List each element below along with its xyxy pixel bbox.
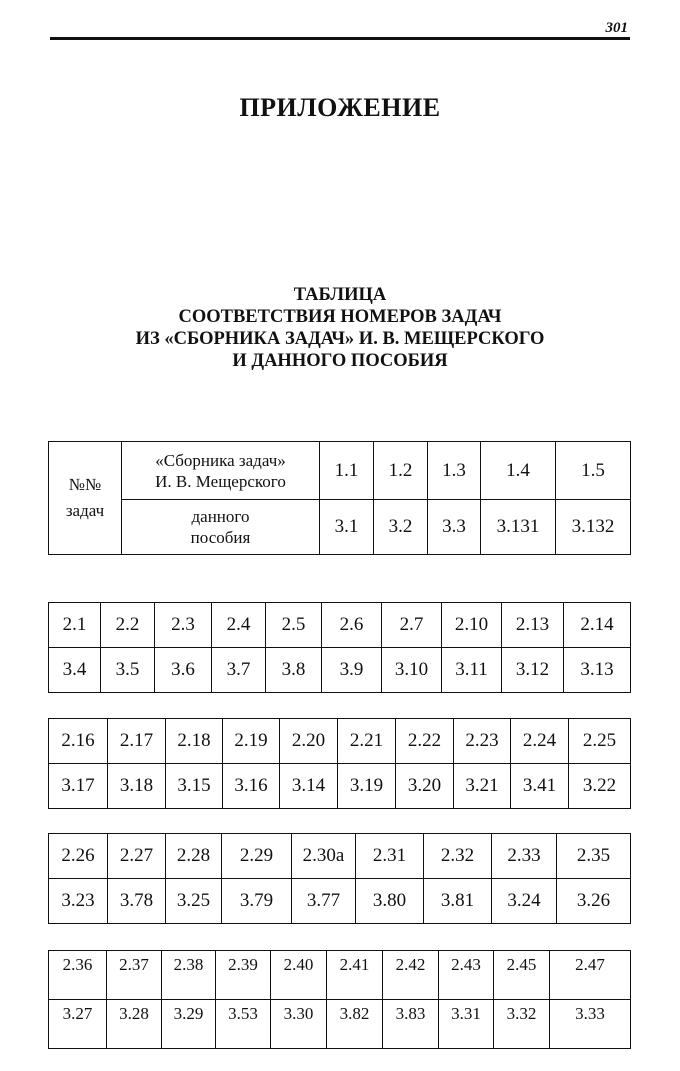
table-cell: 2.31: [356, 834, 424, 879]
correspondence-table-4: [48, 950, 631, 1049]
table-cell: 2.7: [382, 603, 442, 648]
table-cell: 3.33: [550, 1000, 631, 1049]
corner-label-tasks: задач: [65, 501, 105, 520]
table-cell: 2.42: [383, 951, 439, 1000]
table-cell: 2.22: [396, 719, 454, 764]
page-title: ПРИЛОЖЕНИЕ: [239, 93, 441, 122]
row-label-line: И. В. Мещерского: [155, 471, 286, 491]
table-cell: 3.3: [428, 500, 481, 555]
table-cell: 2.30а: [292, 834, 356, 879]
table-row: [49, 603, 631, 648]
table-cell: 3.27: [49, 1000, 107, 1049]
table-cell: 3.77: [292, 879, 356, 924]
table-cell: 2.33: [492, 834, 557, 879]
table-cell: 3.23: [49, 879, 108, 924]
row-label-line: данного: [191, 507, 250, 526]
table-cell: 3.82: [327, 1000, 383, 1049]
table-cell: 2.17: [108, 719, 166, 764]
table-cell: 2.14: [564, 603, 631, 648]
table-heading-line: ТАБЛИЦА: [293, 285, 387, 305]
table-heading-line: СООТВЕТСТВИЯ НОМЕРОВ ЗАДАЧ: [178, 307, 502, 327]
table-cell: 3.5: [101, 648, 155, 693]
table-cell: 3.10: [382, 648, 442, 693]
table-cell: 3.80: [356, 879, 424, 924]
table-cell: 2.2: [101, 603, 155, 648]
table-cell: 2.24: [511, 719, 569, 764]
table-cell: 2.19: [223, 719, 280, 764]
table-cell: 3.78: [108, 879, 166, 924]
correspondence-table-2: [48, 718, 631, 809]
table-cell: 3.21: [454, 764, 511, 809]
table-cell: 3.131: [481, 500, 556, 555]
table-cell: 3.19: [338, 764, 396, 809]
table-cell: 3.22: [569, 764, 631, 809]
table-cell: 2.3: [155, 603, 212, 648]
table-cell: 3.79: [222, 879, 292, 924]
table-cell: 3.17: [49, 764, 108, 809]
table-cell: 3.20: [396, 764, 454, 809]
table-cell: 2.32: [424, 834, 492, 879]
correspondence-table-3: [48, 833, 631, 924]
table-cell: 2.29: [222, 834, 292, 879]
table-cell: 2.10: [442, 603, 502, 648]
table-cell: 1.5: [556, 442, 631, 500]
row-label-meshchersky: [122, 442, 320, 500]
table-cell: 2.41: [327, 951, 383, 1000]
table-row: [49, 951, 631, 1000]
table-cell: 3.28: [107, 1000, 162, 1049]
table-cell: 2.36: [49, 951, 107, 1000]
table-cell: 3.14: [280, 764, 338, 809]
table-cell: 3.30: [271, 1000, 327, 1049]
table-cell: 3.132: [556, 500, 631, 555]
table-cell: 2.1: [49, 603, 101, 648]
table-cell: 3.18: [108, 764, 166, 809]
table-cell: 3.26: [557, 879, 631, 924]
table-cell: 3.32: [494, 1000, 550, 1049]
table-cell: 2.23: [454, 719, 511, 764]
table-cell: 2.40: [271, 951, 327, 1000]
table-row: [49, 719, 631, 764]
table-cell: 2.27: [108, 834, 166, 879]
table-cell: 2.16: [49, 719, 108, 764]
correspondence-table-1: [48, 602, 631, 693]
table-cell: 3.8: [266, 648, 322, 693]
table-cell: 3.6: [155, 648, 212, 693]
table-cell: 3.11: [442, 648, 502, 693]
table-cell: 3.4: [49, 648, 101, 693]
table-row: [49, 834, 631, 879]
table-cell: 3.41: [511, 764, 569, 809]
table-cell: 3.53: [216, 1000, 271, 1049]
table-cell: 1.3: [428, 442, 481, 500]
header-rule: [50, 37, 630, 40]
row-label-this-book: [122, 500, 320, 555]
table-row: [49, 442, 631, 500]
table-heading-line: И ДАННОГО ПОСОБИЯ: [232, 351, 448, 371]
table-cell: 3.25: [166, 879, 222, 924]
table-cell: 1.2: [374, 442, 428, 500]
table-cell: 3.2: [374, 500, 428, 555]
table-cell: 1.1: [320, 442, 374, 500]
table-cell: 2.37: [107, 951, 162, 1000]
main-correspondence-table: [48, 441, 631, 555]
page-number: 301: [605, 20, 628, 36]
table-cell: 3.15: [166, 764, 223, 809]
table-cell: 3.1: [320, 500, 374, 555]
table-cell: 2.21: [338, 719, 396, 764]
table-cell: 3.7: [212, 648, 266, 693]
table-cell: 2.47: [550, 951, 631, 1000]
table-cell: 2.39: [216, 951, 271, 1000]
table-cell: 3.16: [223, 764, 280, 809]
table-heading-line: ИЗ «СБОРНИКА ЗАДАЧ» И. В. МЕЩЕРСКОГО: [135, 329, 545, 349]
table-row: [49, 764, 631, 809]
table-heading: [0, 284, 680, 372]
table-cell: 2.18: [166, 719, 223, 764]
table-cell: 2.5: [266, 603, 322, 648]
table-cell: 3.83: [383, 1000, 439, 1049]
table-cell: 2.13: [502, 603, 564, 648]
table-row: [49, 648, 631, 693]
table-row: [49, 879, 631, 924]
table-cell: 2.43: [439, 951, 494, 1000]
table-cell: 2.35: [557, 834, 631, 879]
table-cell: 2.28: [166, 834, 222, 879]
table-cell: 2.26: [49, 834, 108, 879]
table-cell: 3.31: [439, 1000, 494, 1049]
table-cell: 2.6: [322, 603, 382, 648]
table-cell: 2.45: [494, 951, 550, 1000]
table-row: [49, 500, 631, 555]
table-cell: 3.12: [502, 648, 564, 693]
table-cell: 3.9: [322, 648, 382, 693]
table-row: [49, 1000, 631, 1049]
table-cell: 2.25: [569, 719, 631, 764]
row-label-line: «Сборника задач»: [155, 450, 286, 470]
table-cell: 1.4: [481, 442, 556, 500]
corner-cell: [49, 442, 122, 555]
table-cell: 2.4: [212, 603, 266, 648]
table-cell: 2.20: [280, 719, 338, 764]
table-cell: 3.24: [492, 879, 557, 924]
table-cell: 3.29: [162, 1000, 216, 1049]
table-cell: 2.38: [162, 951, 216, 1000]
table-cell: 3.13: [564, 648, 631, 693]
table-cell: 3.81: [424, 879, 492, 924]
row-label-line: пособия: [190, 528, 251, 547]
corner-label-numbers: №№: [68, 475, 102, 494]
